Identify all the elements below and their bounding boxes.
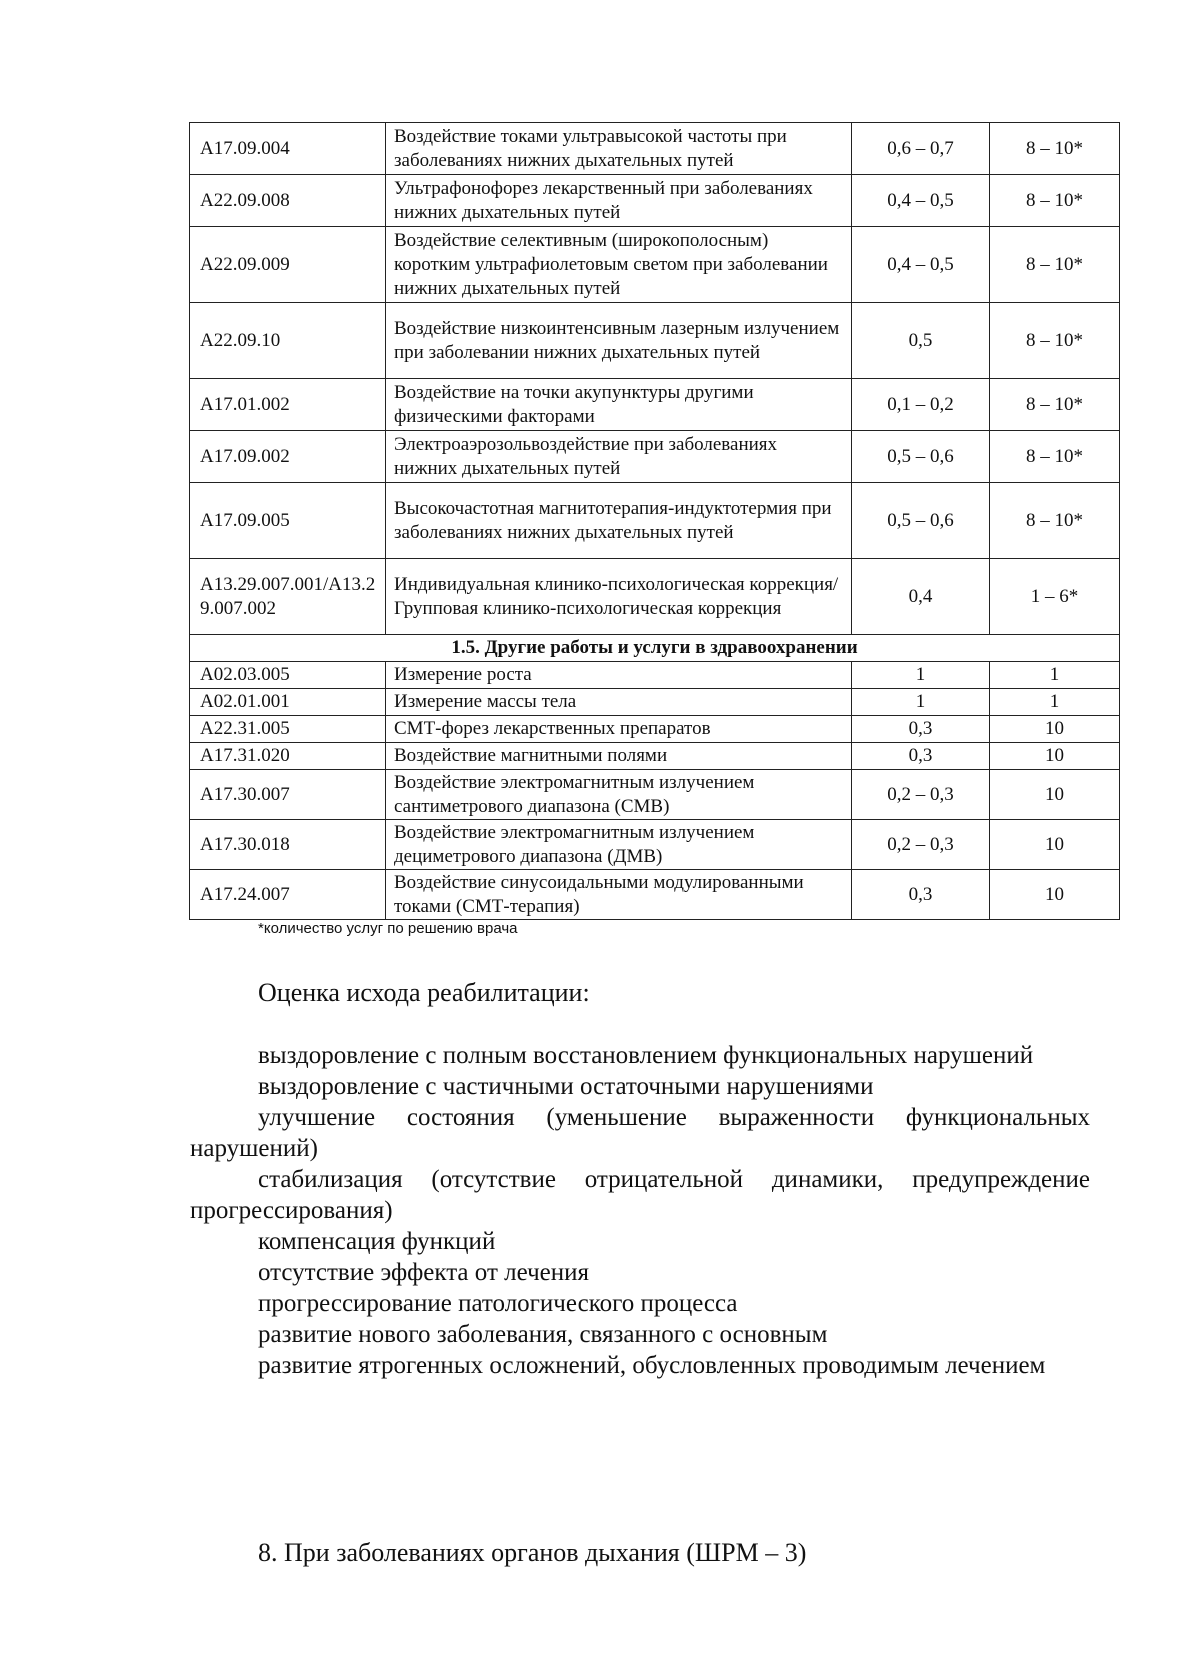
service-name: Высокочастотная магнитотерапия-индуктотермия при заболеваниях нижних дыхательных путей bbox=[386, 483, 852, 559]
service-code: A17.24.007 bbox=[190, 870, 386, 920]
service-name: Воздействие электромагнитным излучением сантиметрового диапазона (СМВ) bbox=[386, 770, 852, 820]
service-code: A17.31.020 bbox=[190, 743, 386, 770]
service-count: 1 bbox=[990, 662, 1120, 689]
service-coef: 0,4 – 0,5 bbox=[852, 175, 990, 227]
table-row bbox=[190, 870, 1120, 920]
outcome-heading: Оценка исхода реабилитации: bbox=[258, 978, 590, 1007]
service-code: A22.09.009 bbox=[190, 227, 386, 303]
table-row bbox=[190, 770, 1120, 820]
service-code: A22.09.10 bbox=[190, 303, 386, 379]
service-coef: 0,5 bbox=[852, 303, 990, 379]
service-count: 1 bbox=[990, 689, 1120, 716]
service-count: 8 – 10* bbox=[990, 431, 1120, 483]
table-section-row bbox=[190, 635, 1120, 662]
outcome-item: отсутствие эффекта от лечения bbox=[258, 1259, 589, 1286]
service-code: A17.30.018 bbox=[190, 820, 386, 870]
service-name: Воздействие на точки акупунктуры другими физическими факторами bbox=[386, 379, 852, 431]
outcome-item: развитие ятрогенных осложнений, обусловленных проводимым лечением bbox=[258, 1352, 1046, 1379]
service-name: СМТ-форез лекарственных препаратов bbox=[386, 716, 852, 743]
table-row bbox=[190, 559, 1120, 635]
service-coef: 0,3 bbox=[852, 743, 990, 770]
service-name: Воздействие токами ультравысокой частоты при заболеваниях нижних дыхательных путей bbox=[386, 123, 852, 175]
outcome-item: развитие нового заболевания, связанного с основным bbox=[258, 1321, 828, 1348]
service-coef: 0,2 – 0,3 bbox=[852, 770, 990, 820]
service-coef: 0,2 – 0,3 bbox=[852, 820, 990, 870]
table-row bbox=[190, 662, 1120, 689]
table-row bbox=[190, 743, 1120, 770]
outcome-item: компенсация функций bbox=[258, 1228, 496, 1255]
outcome-item: стабилизация (отсутствие отрицательной динамики, предупреждение прогрессирования) bbox=[190, 1166, 1090, 1224]
service-code: A22.31.005 bbox=[190, 716, 386, 743]
section-heading: 8. При заболеваниях органов дыхания (ШРМ – 3) bbox=[258, 1538, 807, 1567]
service-count: 8 – 10* bbox=[990, 227, 1120, 303]
service-name: Воздействие низкоинтенсивным лазерным излучением при заболевании нижних дыхательных путей bbox=[386, 303, 852, 379]
service-code: A17.30.007 bbox=[190, 770, 386, 820]
service-code: A17.09.005 bbox=[190, 483, 386, 559]
service-name: Воздействие селективным (широкополосным) коротким ультрафиолетовым светом при заболевании нижних дыхательных путей bbox=[386, 227, 852, 303]
service-count: 8 – 10* bbox=[990, 303, 1120, 379]
service-code: A17.01.002 bbox=[190, 379, 386, 431]
service-count: 8 – 10* bbox=[990, 175, 1120, 227]
service-code: A17.09.004 bbox=[190, 123, 386, 175]
outcome-item: прогрессирование патологического процесса bbox=[258, 1290, 738, 1317]
outcome-item: выздоровление с полным восстановлением функциональных нарушений bbox=[258, 1042, 1034, 1069]
service-name: Электроаэрозольвоздействие при заболеваниях нижних дыхательных путей bbox=[386, 431, 852, 483]
service-name: Ультрафонофорез лекарственный при заболеваниях нижних дыхательных путей bbox=[386, 175, 852, 227]
outcome-list bbox=[190, 1040, 1090, 1381]
table-row bbox=[190, 716, 1120, 743]
service-coef: 1 bbox=[852, 689, 990, 716]
service-code: A17.09.002 bbox=[190, 431, 386, 483]
service-count: 8 – 10* bbox=[990, 123, 1120, 175]
service-coef: 0,4 – 0,5 bbox=[852, 227, 990, 303]
table-row bbox=[190, 175, 1120, 227]
service-count: 10 bbox=[990, 770, 1120, 820]
table-row bbox=[190, 379, 1120, 431]
table-row bbox=[190, 483, 1120, 559]
service-coef: 0,6 – 0,7 bbox=[852, 123, 990, 175]
service-coef: 0,5 – 0,6 bbox=[852, 483, 990, 559]
table-row bbox=[190, 303, 1120, 379]
outcome-item: улучшение состояния (уменьшение выраженности функциональных нарушений) bbox=[190, 1104, 1090, 1162]
service-name: Воздействие магнитными полями bbox=[386, 743, 852, 770]
service-coef: 0,5 – 0,6 bbox=[852, 431, 990, 483]
service-count: 10 bbox=[990, 870, 1120, 920]
service-count: 10 bbox=[990, 743, 1120, 770]
service-name: Измерение массы тела bbox=[386, 689, 852, 716]
service-coef: 1 bbox=[852, 662, 990, 689]
table-row bbox=[190, 820, 1120, 870]
service-name: Индивидуальная клинико-психологическая коррекция/Групповая клинико-психологическая коррекция bbox=[386, 559, 852, 635]
service-coef: 0,1 – 0,2 bbox=[852, 379, 990, 431]
service-count: 8 – 10* bbox=[990, 483, 1120, 559]
service-coef: 0,3 bbox=[852, 716, 990, 743]
outcome-item: выздоровление с частичными остаточными нарушениями bbox=[258, 1073, 874, 1100]
service-name: Воздействие синусоидальными модулированными токами (СМТ-терапия) bbox=[386, 870, 852, 920]
table-row bbox=[190, 689, 1120, 716]
services-table bbox=[189, 122, 1120, 920]
service-coef: 0,4 bbox=[852, 559, 990, 635]
service-name: Измерение роста bbox=[386, 662, 852, 689]
service-code: A02.01.001 bbox=[190, 689, 386, 716]
service-code: A13.29.007.001/A13.29.007.002 bbox=[190, 559, 386, 635]
service-count: 1 – 6* bbox=[990, 559, 1120, 635]
service-name: Воздействие электромагнитным излучением дециметрового диапазона (ДМВ) bbox=[386, 820, 852, 870]
table-row bbox=[190, 431, 1120, 483]
section-title: 1.5. Другие работы и услуги в здравоохранении bbox=[190, 635, 1120, 662]
service-count: 8 – 10* bbox=[990, 379, 1120, 431]
table-row bbox=[190, 123, 1120, 175]
service-code: A22.09.008 bbox=[190, 175, 386, 227]
table-footnote: *количество услуг по решению врача bbox=[258, 920, 518, 937]
service-coef: 0,3 bbox=[852, 870, 990, 920]
service-code: A02.03.005 bbox=[190, 662, 386, 689]
service-count: 10 bbox=[990, 820, 1120, 870]
table-row bbox=[190, 227, 1120, 303]
service-count: 10 bbox=[990, 716, 1120, 743]
